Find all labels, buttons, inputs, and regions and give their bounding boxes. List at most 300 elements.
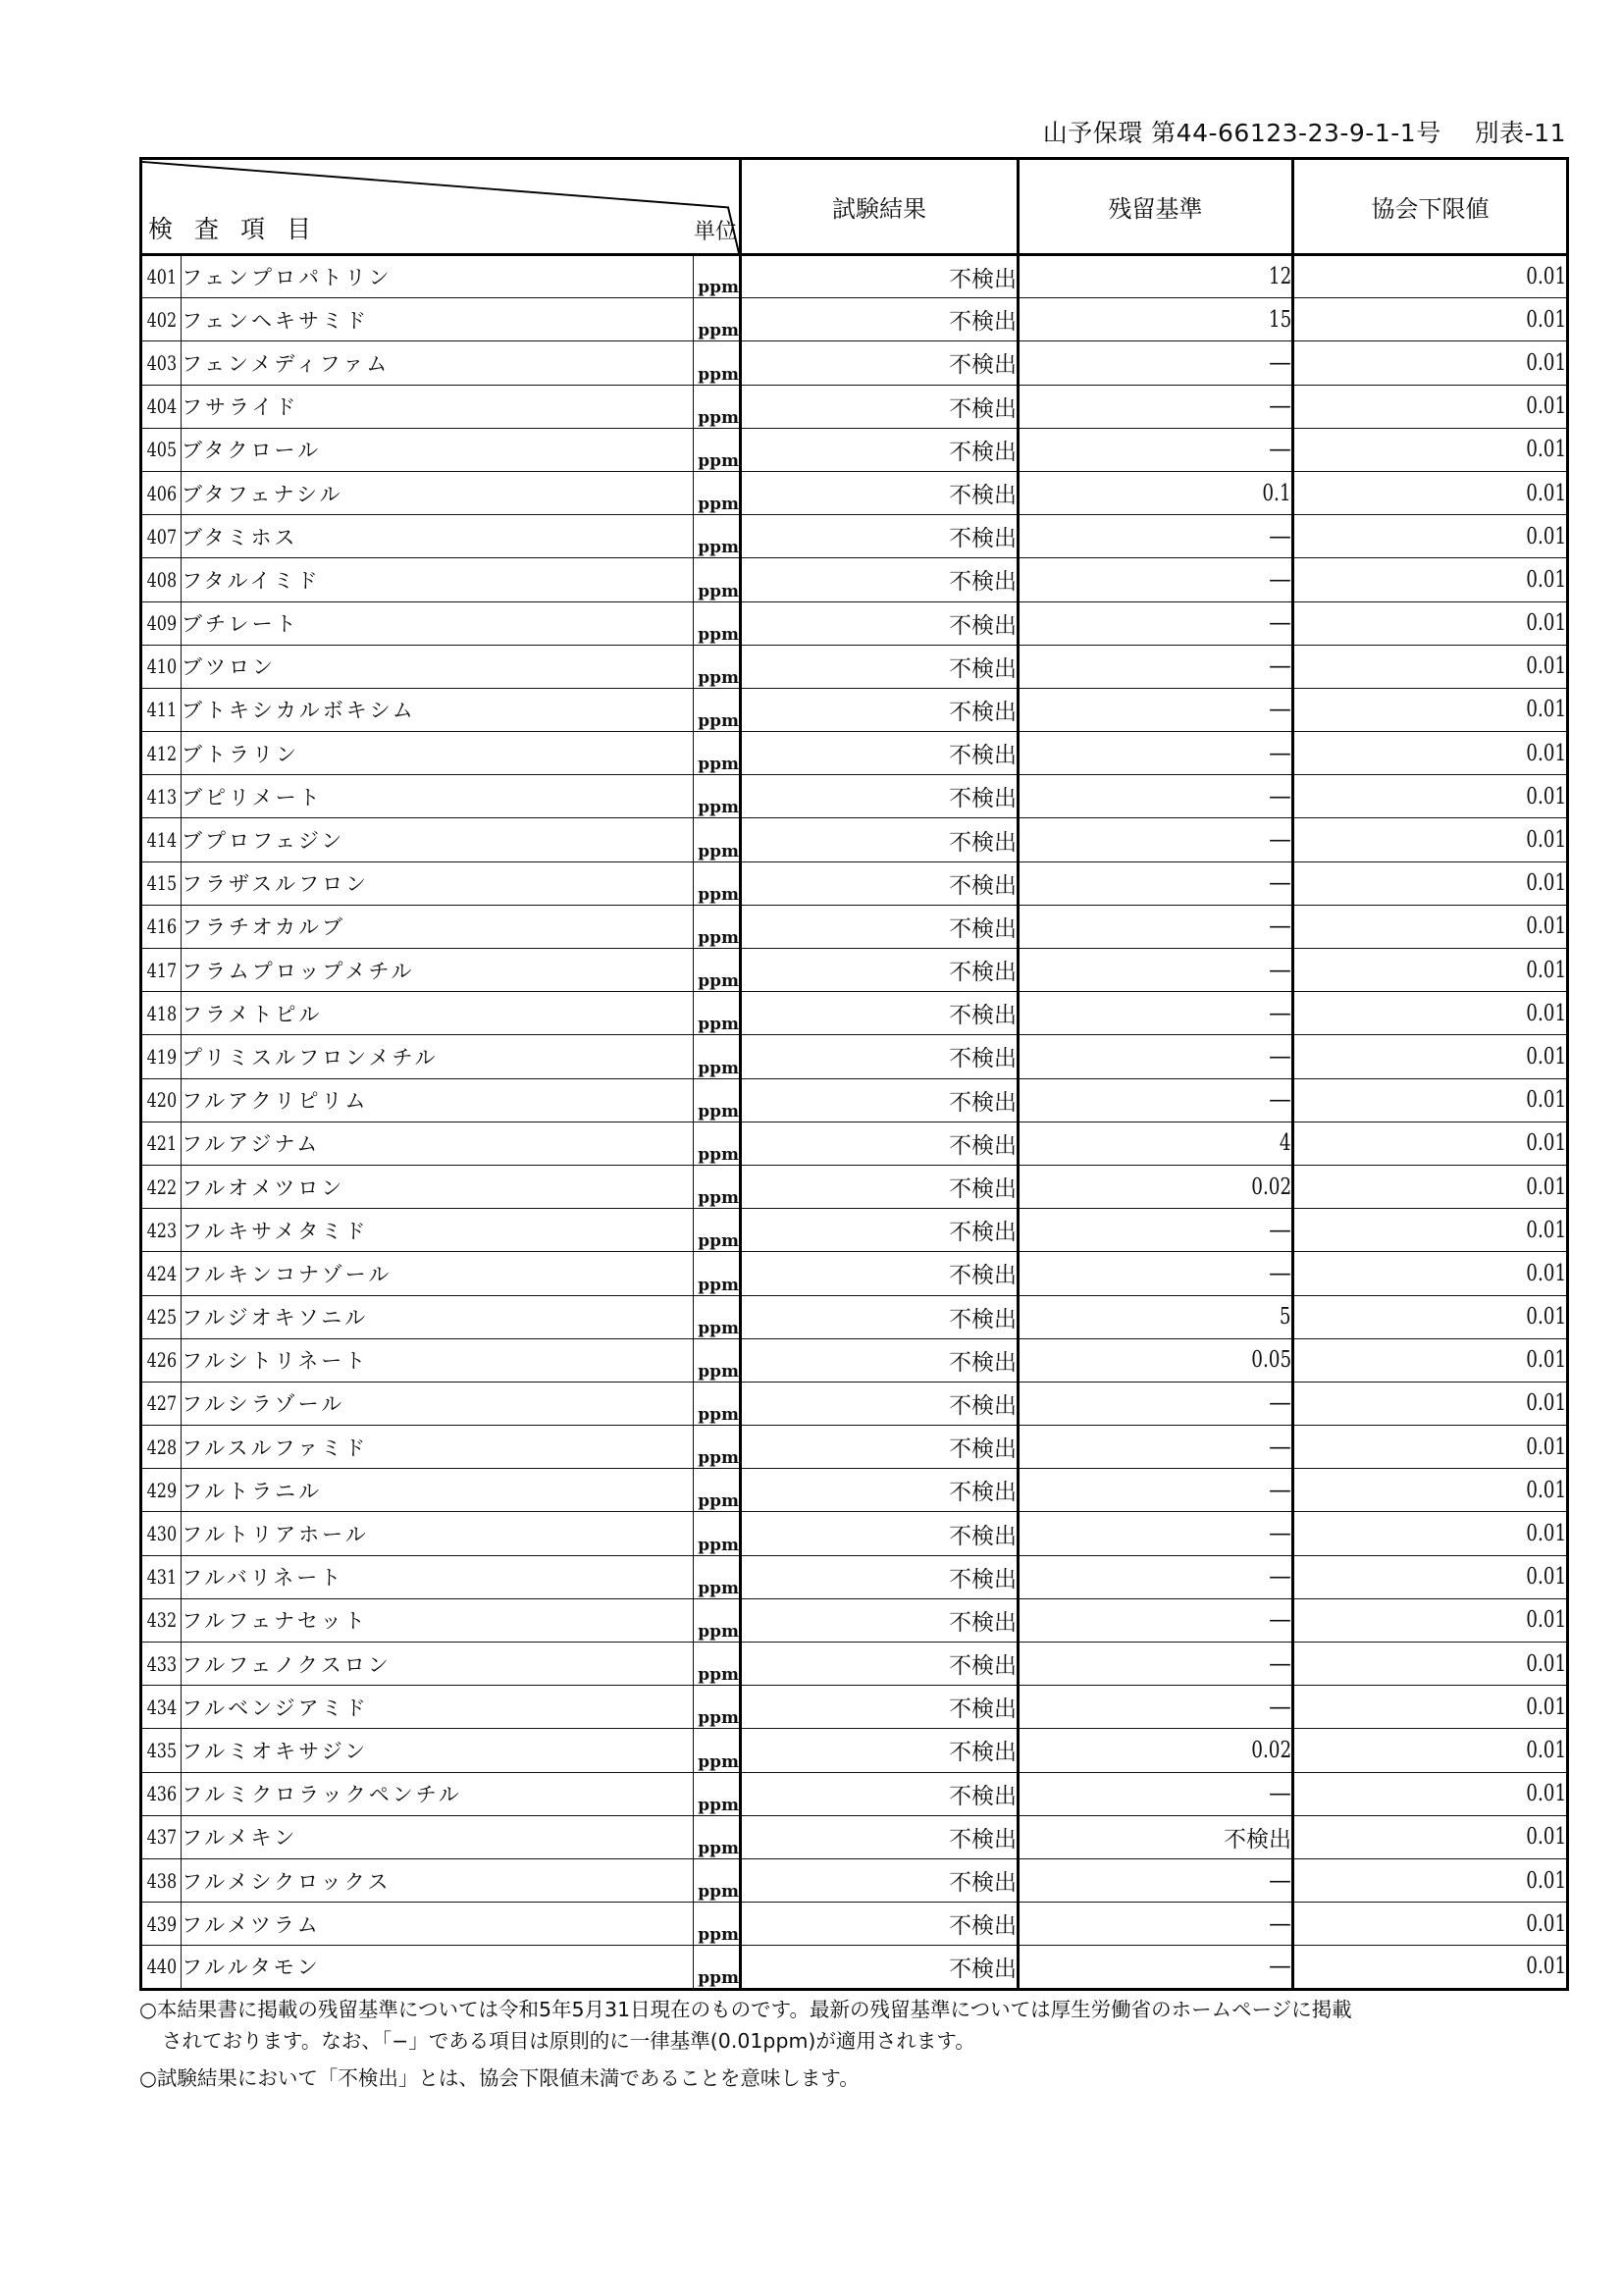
test-result: 不検出 — [741, 1295, 1019, 1338]
unit-cell: ppm — [694, 1772, 741, 1815]
test-result: 不検出 — [741, 1946, 1019, 1989]
residue-limit — [1019, 385, 1293, 428]
lower-limit-value — [1293, 298, 1568, 341]
residue-limit — [1019, 1512, 1293, 1555]
residue-limit-text: — — [1269, 1781, 1291, 1807]
footnote-residue-standard-continued: されております。なお、「−」である項目は原則的に一律基準(0.01ppm)が適用されます。 — [162, 2029, 975, 2053]
lower-limit-value — [1293, 1035, 1568, 1078]
unit-cell: ppm — [694, 1035, 741, 1078]
lower-limit-value — [1293, 1078, 1568, 1122]
test-result: 不検出 — [741, 1035, 1019, 1078]
residue-limit-text: — — [1269, 827, 1291, 854]
residue-limit-text: — — [1269, 523, 1291, 549]
results-table — [139, 157, 1569, 1991]
unit-cell: ppm — [694, 1382, 741, 1425]
test-result: 不検出 — [741, 1122, 1019, 1165]
lower-limit-value-text: 0.01 — [1526, 1521, 1566, 1547]
pesticide-name: フルシラゾール — [182, 1382, 694, 1425]
residue-limit — [1019, 645, 1293, 688]
table-row — [141, 1772, 1568, 1815]
lower-limit-value-text: 0.01 — [1526, 1390, 1566, 1417]
row-number: 417 — [145, 949, 178, 992]
pesticide-name: ブプロフェジン — [182, 818, 694, 861]
test-result: 不検出 — [741, 1555, 1019, 1598]
residue-limit-text: — — [1269, 1434, 1291, 1460]
row-number: 433 — [145, 1643, 178, 1686]
test-result: 不検出 — [741, 1772, 1019, 1815]
table-row — [141, 1295, 1568, 1338]
residue-limit-text: — — [1269, 697, 1291, 723]
test-result: 不検出 — [741, 861, 1019, 905]
item-header-label: 検査項目 — [148, 215, 334, 243]
test-result: 不検出 — [741, 601, 1019, 645]
unit-cell: ppm — [694, 341, 741, 385]
row-number: 438 — [145, 1858, 178, 1902]
lower-limit-value-text: 0.01 — [1526, 1607, 1566, 1634]
row-number: 409 — [145, 601, 178, 645]
test-result: 不検出 — [741, 1338, 1019, 1382]
lower-limit-value-text: 0.01 — [1526, 1304, 1566, 1331]
row-number: 419 — [145, 1035, 178, 1078]
table-row — [141, 1382, 1568, 1425]
residue-limit-text: — — [1269, 740, 1291, 766]
pesticide-name: ブタミホス — [182, 515, 694, 558]
lower-limit-value — [1293, 992, 1568, 1035]
row-number: 429 — [145, 1469, 178, 1512]
lower-limit-value — [1293, 385, 1568, 428]
lower-limit-value-text: 0.01 — [1526, 1477, 1566, 1503]
table-row — [141, 515, 1568, 558]
residue-limit-text: — — [1269, 1000, 1291, 1026]
test-result: 不検出 — [741, 1729, 1019, 1772]
unit-cell: ppm — [694, 1903, 741, 1946]
unit-cell: ppm — [694, 1122, 741, 1165]
lower-limit-value-text: 0.01 — [1526, 1694, 1566, 1720]
table-row — [141, 1252, 1568, 1295]
table-row — [141, 645, 1568, 688]
test-result: 不検出 — [741, 688, 1019, 731]
residue-limit-text: — — [1269, 610, 1291, 637]
lower-limit-value-text: 0.01 — [1526, 1737, 1566, 1763]
lower-limit-value — [1293, 1512, 1568, 1555]
item-column-header — [141, 159, 741, 255]
pesticide-name: ブタクロール — [182, 428, 694, 471]
residue-limit-text: — — [1269, 653, 1291, 680]
lower-limit-value-text: 0.01 — [1526, 740, 1566, 766]
residue-limit — [1019, 775, 1293, 818]
residue-limit-text: 4 — [1280, 1130, 1291, 1157]
test-result: 不検出 — [741, 1426, 1019, 1469]
residue-limit-text: 0.02 — [1251, 1737, 1291, 1763]
lower-limit-value — [1293, 949, 1568, 992]
row-number: 434 — [145, 1686, 178, 1729]
residue-limit-text: — — [1269, 1217, 1291, 1243]
lower-limit-value — [1293, 1426, 1568, 1469]
pesticide-name: フェンメディファム — [182, 341, 694, 385]
table-body — [141, 255, 1568, 1990]
test-result: 不検出 — [741, 1815, 1019, 1858]
reference-number: 山予保環 第44-66123-23-9-1-1号 — [1042, 119, 1441, 147]
pesticide-name: フルトラニル — [182, 1469, 694, 1512]
residue-limit-text: — — [1269, 437, 1291, 463]
residue-limit-text: — — [1269, 1260, 1291, 1286]
residue-limit — [1019, 1209, 1293, 1252]
residue-limit — [1019, 1078, 1293, 1122]
lower-limit-value — [1293, 1209, 1568, 1252]
pesticide-name: フルオメツロン — [182, 1165, 694, 1208]
residue-limit-text: — — [1269, 349, 1291, 376]
pesticide-name: ブピリメート — [182, 775, 694, 818]
unit-cell: ppm — [694, 1338, 741, 1382]
row-number: 418 — [145, 992, 178, 1035]
pesticide-name: ブツロン — [182, 645, 694, 688]
residue-limit — [1019, 558, 1293, 601]
lower-limit-value-text: 0.01 — [1526, 1043, 1566, 1070]
test-result: 不検出 — [741, 1686, 1019, 1729]
lower-limit-value-text: 0.01 — [1526, 566, 1566, 593]
test-result: 不検出 — [741, 1512, 1019, 1555]
unit-cell: ppm — [694, 818, 741, 861]
lower-limit-value — [1293, 558, 1568, 601]
test-result: 不検出 — [741, 732, 1019, 775]
test-result: 不検出 — [741, 385, 1019, 428]
table-row — [141, 1512, 1568, 1555]
pesticide-name: フルトリアホール — [182, 1512, 694, 1555]
residue-limit — [1019, 1858, 1293, 1902]
unit-cell: ppm — [694, 1686, 741, 1729]
lower-limit-value — [1293, 688, 1568, 731]
unit-cell: ppm — [694, 385, 741, 428]
unit-cell: ppm — [694, 1165, 741, 1208]
row-number: 431 — [145, 1555, 178, 1598]
unit-cell: ppm — [694, 645, 741, 688]
lower-limit-value-text: 0.01 — [1526, 1954, 1566, 1980]
residue-limit — [1019, 298, 1293, 341]
test-result: 不検出 — [741, 1598, 1019, 1642]
unit-cell: ppm — [694, 732, 741, 775]
residue-limit-text: — — [1269, 1087, 1291, 1114]
pesticide-name: フルメキン — [182, 1815, 694, 1858]
table-row — [141, 1165, 1568, 1208]
pesticide-name: フルフェノクスロン — [182, 1643, 694, 1686]
table-row — [141, 905, 1568, 948]
residue-limit-text: 15 — [1268, 306, 1291, 333]
footnote-not-detected: ○試験結果において「不検出」とは、協会下限値未満であることを意味します。 — [139, 2066, 860, 2090]
residue-limit — [1019, 905, 1293, 948]
test-result: 不検出 — [741, 515, 1019, 558]
unit-cell: ppm — [694, 1078, 741, 1122]
lower-limit-value — [1293, 1858, 1568, 1902]
row-number: 412 — [145, 732, 178, 775]
residue-limit — [1019, 1815, 1293, 1858]
row-number: 439 — [145, 1903, 178, 1946]
residue-limit-text: — — [1269, 1910, 1291, 1937]
table-row — [141, 1686, 1568, 1729]
test-result: 不検出 — [741, 1209, 1019, 1252]
pesticide-name: フルアジナム — [182, 1122, 694, 1165]
residue-limit-text: — — [1269, 1650, 1291, 1677]
row-number: 401 — [145, 255, 178, 298]
lower-limit-value-text: 0.01 — [1526, 1650, 1566, 1677]
test-result: 不検出 — [741, 1078, 1019, 1122]
table-row — [141, 861, 1568, 905]
row-number: 403 — [145, 341, 178, 385]
residue-limit-text: — — [1269, 870, 1291, 897]
lower-limit-value-text: 0.01 — [1526, 1564, 1566, 1591]
table-header-row — [141, 159, 1568, 255]
pesticide-name: フラムプロップメチル — [182, 949, 694, 992]
test-result: 不検出 — [741, 1165, 1019, 1208]
row-number: 432 — [145, 1598, 178, 1642]
residue-limit — [1019, 1122, 1293, 1165]
lower-limit-value — [1293, 515, 1568, 558]
row-number: 402 — [145, 298, 178, 341]
residue-limit — [1019, 1469, 1293, 1512]
table-row — [141, 775, 1568, 818]
unit-cell: ppm — [694, 298, 741, 341]
test-result: 不検出 — [741, 1382, 1019, 1425]
residue-limit — [1019, 341, 1293, 385]
lower-limit-value-text: 0.01 — [1526, 1000, 1566, 1026]
row-number: 425 — [145, 1295, 178, 1338]
lower-limit-value-text: 0.01 — [1526, 1867, 1566, 1894]
table-row — [141, 1643, 1568, 1686]
row-number: 428 — [145, 1426, 178, 1469]
unit-cell: ppm — [694, 992, 741, 1035]
lower-limit-value — [1293, 601, 1568, 645]
residue-limit — [1019, 601, 1293, 645]
lower-limit-value — [1293, 1643, 1568, 1686]
pesticide-name: ブトラリン — [182, 732, 694, 775]
lower-limit-value-text: 0.01 — [1526, 480, 1566, 506]
lower-limit-value-text: 0.01 — [1526, 1347, 1566, 1374]
test-result: 不検出 — [741, 1252, 1019, 1295]
lower-limit-value — [1293, 1903, 1568, 1946]
row-number: 406 — [145, 471, 178, 514]
lower-limit-value-text: 0.01 — [1526, 1824, 1566, 1851]
table-row — [141, 818, 1568, 861]
table-row — [141, 1426, 1568, 1469]
residue-limit — [1019, 1338, 1293, 1382]
unit-cell: ppm — [694, 1946, 741, 1989]
pesticide-name: フタルイミド — [182, 558, 694, 601]
lower-limit-value — [1293, 1772, 1568, 1815]
lower-limit-value — [1293, 471, 1568, 514]
table-row — [141, 1078, 1568, 1122]
lower-limit-value-text: 0.01 — [1526, 870, 1566, 897]
unit-cell: ppm — [694, 1729, 741, 1772]
row-number: 430 — [145, 1512, 178, 1555]
pesticide-name: フェンヘキサミド — [182, 298, 694, 341]
sheet-label: 別表-11 — [1474, 119, 1566, 147]
residue-limit — [1019, 688, 1293, 731]
pesticide-name: フルルタモン — [182, 1946, 694, 1989]
table-row — [141, 1729, 1568, 1772]
unit-cell: ppm — [694, 255, 741, 298]
row-number: 421 — [145, 1122, 178, 1165]
lower-limit-value — [1293, 1469, 1568, 1512]
unit-cell: ppm — [694, 1555, 741, 1598]
lower-limit-value — [1293, 645, 1568, 688]
table-row — [141, 1946, 1568, 1989]
pesticide-name: フルシトリネート — [182, 1338, 694, 1382]
pesticide-name: フラザスルフロン — [182, 861, 694, 905]
table-row — [141, 1903, 1568, 1946]
pesticide-name: ブトキシカルボキシム — [182, 688, 694, 731]
residue-limit — [1019, 1686, 1293, 1729]
residue-limit — [1019, 1426, 1293, 1469]
lower-limit-value — [1293, 775, 1568, 818]
table-row — [141, 298, 1568, 341]
lower-limit-value-text: 0.01 — [1526, 913, 1566, 940]
lower-limit-value — [1293, 1122, 1568, 1165]
unit-header-label: 単位 — [693, 220, 737, 244]
residue-limit-text: — — [1269, 1607, 1291, 1634]
lower-limit-value — [1293, 905, 1568, 948]
lower-limit-value — [1293, 732, 1568, 775]
test-result: 不検出 — [741, 818, 1019, 861]
unit-cell: ppm — [694, 1469, 741, 1512]
table-row — [141, 688, 1568, 731]
lower-limit-value — [1293, 818, 1568, 861]
lower-limit-value — [1293, 341, 1568, 385]
unit-cell: ppm — [694, 949, 741, 992]
lower-limit-value-text: 0.01 — [1526, 1910, 1566, 1937]
residue-limit — [1019, 1555, 1293, 1598]
test-result: 不検出 — [741, 992, 1019, 1035]
lower-limit-value-text: 0.01 — [1526, 827, 1566, 854]
residue-limit-text: — — [1269, 1564, 1291, 1591]
unit-cell: ppm — [694, 1858, 741, 1902]
lower-limit-value — [1293, 1382, 1568, 1425]
row-number: 427 — [145, 1382, 178, 1425]
residue-limit-text: — — [1269, 1694, 1291, 1720]
row-number: 424 — [145, 1252, 178, 1295]
unit-cell: ppm — [694, 905, 741, 948]
row-number: 413 — [145, 775, 178, 818]
residue-limit — [1019, 1643, 1293, 1686]
lower-limit-value — [1293, 428, 1568, 471]
residue-limit-text: 0.1 — [1262, 480, 1291, 506]
residue-limit — [1019, 428, 1293, 471]
test-result: 不検出 — [741, 645, 1019, 688]
lower-limit-value — [1293, 1295, 1568, 1338]
table-row — [141, 428, 1568, 471]
table-row — [141, 1122, 1568, 1165]
pesticide-name: フラチオカルブ — [182, 905, 694, 948]
residue-limit-text: — — [1269, 783, 1291, 809]
residue-limit — [1019, 471, 1293, 514]
row-number: 420 — [145, 1078, 178, 1122]
pesticide-name: フルアクリピリム — [182, 1078, 694, 1122]
unit-cell: ppm — [694, 775, 741, 818]
unit-cell: ppm — [694, 1512, 741, 1555]
table-row — [141, 1209, 1568, 1252]
lower-limit-value — [1293, 1252, 1568, 1295]
footnote-residue-standard: ○本結果書に掲載の残留基準については令和5年5月31日現在のものです。最新の残留基準については厚生労働省のホームページに掲載 — [139, 1998, 1352, 2021]
residue-limit — [1019, 818, 1293, 861]
table-row — [141, 255, 1568, 298]
pesticide-name: フルフェナセット — [182, 1598, 694, 1642]
table-row — [141, 1338, 1568, 1382]
unit-cell: ppm — [694, 1643, 741, 1686]
unit-cell: ppm — [694, 515, 741, 558]
lower-limit-value-text: 0.01 — [1526, 653, 1566, 680]
lower-limit-value-text: 0.01 — [1526, 523, 1566, 549]
residue-limit-text: — — [1269, 393, 1291, 420]
lower-limit-value-text: 0.01 — [1526, 610, 1566, 637]
pesticide-name: フラメトピル — [182, 992, 694, 1035]
row-number: 416 — [145, 905, 178, 948]
test-result: 不検出 — [741, 775, 1019, 818]
pesticide-name: フルバリネート — [182, 1555, 694, 1598]
residue-limit — [1019, 1946, 1293, 1989]
row-number: 423 — [145, 1209, 178, 1252]
residue-limit-column-header: 残留基準 — [1019, 159, 1293, 255]
residue-limit-text: — — [1269, 1521, 1291, 1547]
row-number: 405 — [145, 428, 178, 471]
row-number: 426 — [145, 1338, 178, 1382]
pesticide-name: フェンプロパトリン — [182, 255, 694, 298]
lower-limit-value — [1293, 1686, 1568, 1729]
pesticide-name: フルキサメタミド — [182, 1209, 694, 1252]
lower-limit-value-text: 0.01 — [1526, 1781, 1566, 1807]
lower-limit-column-header: 協会下限値 — [1293, 159, 1568, 255]
pesticide-name: ブタフェナシル — [182, 471, 694, 514]
unit-cell: ppm — [694, 861, 741, 905]
lower-limit-value-text: 0.01 — [1526, 437, 1566, 463]
unit-cell: ppm — [694, 428, 741, 471]
unit-cell: ppm — [694, 471, 741, 514]
residue-limit — [1019, 732, 1293, 775]
residue-limit — [1019, 1382, 1293, 1425]
table-row — [141, 1598, 1568, 1642]
row-number: 422 — [145, 1165, 178, 1208]
lower-limit-value-text: 0.01 — [1526, 393, 1566, 420]
pesticide-name: フルジオキソニル — [182, 1295, 694, 1338]
residue-limit — [1019, 255, 1293, 298]
lower-limit-value — [1293, 1815, 1568, 1858]
lower-limit-value-text: 0.01 — [1526, 306, 1566, 333]
unit-cell: ppm — [694, 688, 741, 731]
lower-limit-value — [1293, 1729, 1568, 1772]
unit-cell: ppm — [694, 601, 741, 645]
row-number: 404 — [145, 385, 178, 428]
row-number: 435 — [145, 1729, 178, 1772]
document-header — [1043, 114, 1566, 149]
test-result: 不検出 — [741, 1903, 1019, 1946]
unit-cell: ppm — [694, 1252, 741, 1295]
residue-limit-text: 5 — [1280, 1304, 1291, 1331]
row-number: 408 — [145, 558, 178, 601]
pesticide-name: プリミスルフロンメチル — [182, 1035, 694, 1078]
test-result: 不検出 — [741, 1469, 1019, 1512]
result-column-header: 試験結果 — [741, 159, 1019, 255]
table-row — [141, 601, 1568, 645]
row-number: 415 — [145, 861, 178, 905]
residue-limit-text: 不検出 — [1224, 1826, 1291, 1852]
lower-limit-value-text: 0.01 — [1526, 1434, 1566, 1460]
unit-cell: ppm — [694, 1598, 741, 1642]
residue-limit — [1019, 861, 1293, 905]
residue-limit — [1019, 1035, 1293, 1078]
residue-limit — [1019, 949, 1293, 992]
lower-limit-value-text: 0.01 — [1526, 349, 1566, 376]
row-number: 436 — [145, 1772, 178, 1815]
unit-cell: ppm — [694, 558, 741, 601]
residue-limit-text: 0.02 — [1251, 1174, 1291, 1200]
residue-limit — [1019, 1598, 1293, 1642]
